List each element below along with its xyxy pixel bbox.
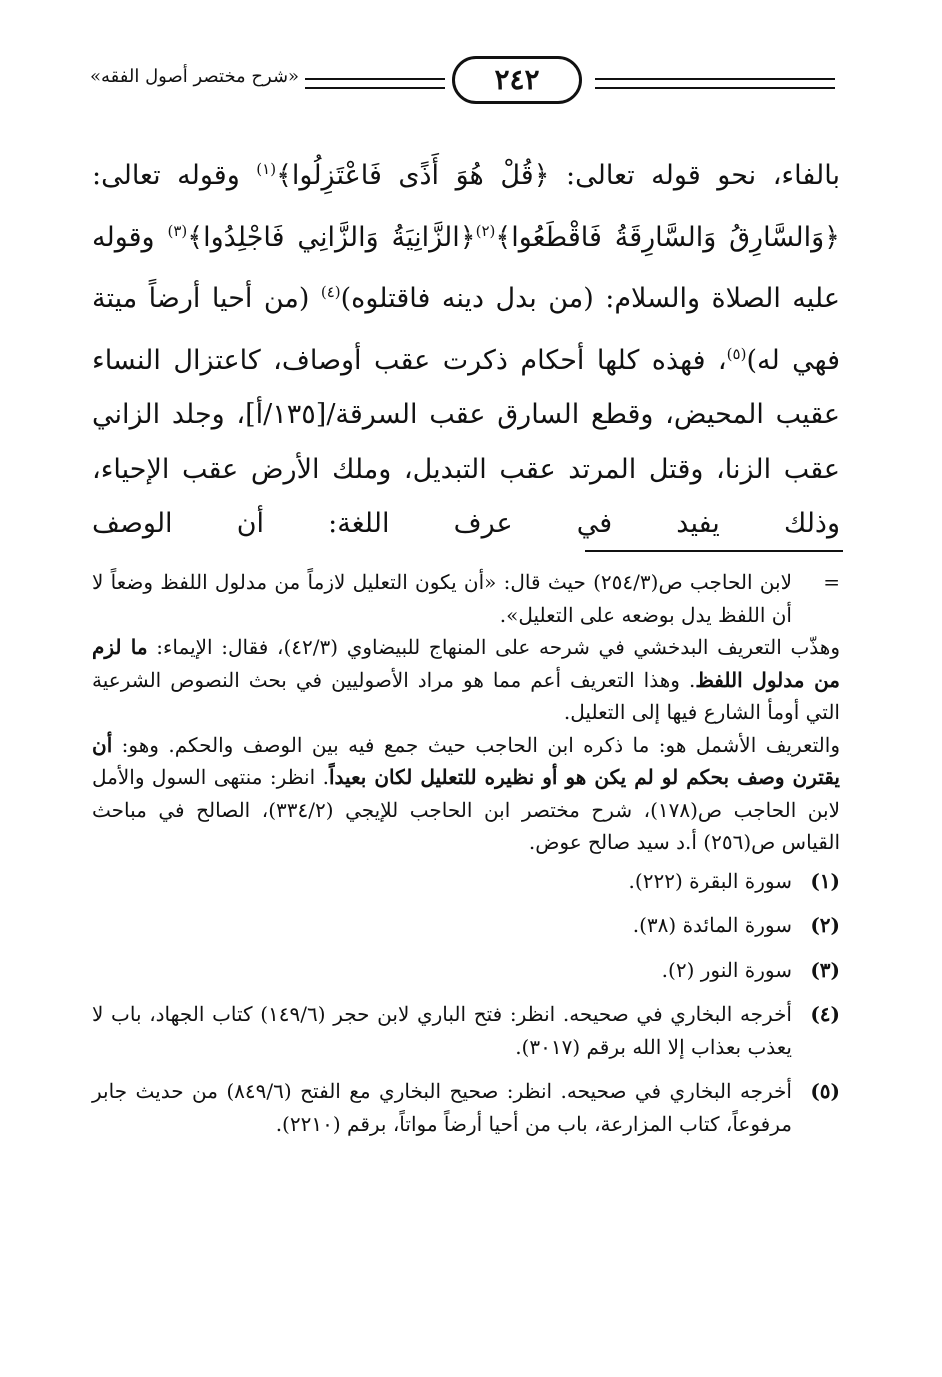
text-segment: (من أحيا أرضاً ميتة فهي له) — [92, 283, 840, 376]
footnote-item — [92, 954, 840, 987]
footnote-number: (٢) — [810, 913, 840, 937]
footnote-number: (٥) — [810, 1079, 840, 1103]
footnote-item — [92, 998, 840, 1063]
text-segment: وقوله تعالى: ﴿وَالسَّارِقُ وَالسَّارِقَةُ فَاقْطَعُوا﴾ — [92, 160, 840, 253]
definition-bold: أن يقترن وصف بحكم لو لم يكن هو أو نظيره للتعليل لكان بعيداً — [92, 732, 840, 789]
text-segment: ، فهذه كلها أحكام ذكرت عقب أوصاف، كاعتزال النساء عقيب المحيض، وقطع السارق عقب السرقة/[١٣٥/أ]، وجلد الزاني عقب الزنا، وقتل المرتد عقب التبديل، وملك الأرض عقب الإحياء، وذلك يفيد في عرف اللغة: أن الوصف — [92, 344, 840, 539]
footnote-paragraph — [92, 631, 840, 729]
footnote-text: والتعريف الأشمل هو: ما ذكره ابن الحاجب حيث جمع فيه بين الوصف والحكم. وهو: — [112, 732, 840, 757]
footnote-text: أخرجه البخاري في صحيحه. انظر: صحيح البخاري مع الفتح (٨٤٩/٦) من حديث جابر مرفوعاً، كتاب المزارعة، باب من أحيا أرضاً مواتاً، برقم (٢٢١٠). — [92, 1079, 792, 1136]
footnote-number: (٣) — [810, 957, 840, 982]
footnote-ref: (٥) — [726, 344, 747, 363]
page-number: ٢٤٢ — [452, 56, 582, 104]
footnote-text: أخرجه البخاري في صحيحه. انظر: فتح الباري لابن حجر (١٤٩/٦) كتاب الجهاد، باب لا يعذب بعذاب إلا الله برقم (٣٠١٧). — [92, 1002, 792, 1059]
footnote-item — [92, 909, 840, 942]
continuation-marker: = — [823, 570, 840, 594]
definition-bold: ما لزم من مدلول اللفظ — [92, 635, 841, 692]
text-segment: بالفاء، نحو قوله تعالى: ﴿قُلْ هُوَ أَذًى فَاعْتَزِلُوا﴾ — [276, 160, 840, 191]
footnote-number: (٤) — [810, 1002, 840, 1026]
footnote-continuation — [92, 566, 840, 631]
footnote-text: سورة المائدة (٣٨). — [632, 913, 792, 937]
page-header — [90, 52, 870, 112]
footnote-number: (١) — [810, 868, 840, 893]
footnote-ref: (١) — [256, 160, 277, 178]
footnote-text: لابن الحاجب ص(٢٥٤/٣) حيث قال: «أن يكون التعليل لازماً من مدلول اللفظ وضعاً لا أن اللفظ يدل بوضعه على التعليل». — [92, 570, 792, 627]
footnote-text: . وهذا التعريف أعم مما هو مراد الأصوليين في بحث النصوص الشرعية التي أومأ الشارع فيها إلى التعليل. — [92, 667, 840, 724]
header-rule-left — [305, 78, 445, 89]
footnote-text: . انظر: منتهى السول والأمل لابن الحاجب ص(١٧٨)، شرح مختصر ابن الحاجب للإيجي (٣٣٤/٢)، الصالح في مباحث القياس ص(٢٥٦) أ.د سيد صالح عوض. — [92, 765, 840, 854]
footnote-text: سورة النور (٢). — [661, 957, 792, 982]
text-segment: ﴿الزَّانِيَةُ وَالزَّانِي فَاجْلِدُوا﴾ — [187, 221, 476, 253]
footnote-text: وهذّب التعريف البدخشي في شرحه على المنهاج للبيضاوي (٤٢/٣)، فقال: الإيماء: — [147, 635, 841, 659]
footnote-paragraph — [92, 729, 840, 859]
running-title: «شرح مختصر أصول الفقه» — [90, 66, 300, 87]
footnote-ref: (٤) — [320, 283, 341, 301]
footnote-ref: (٣) — [167, 221, 188, 240]
footnote-item — [92, 1075, 840, 1140]
footnote-separator — [585, 550, 843, 552]
header-rule-right — [595, 78, 835, 89]
footnote-ref: (٢) — [475, 221, 496, 240]
main-text — [92, 142, 840, 552]
footnotes — [92, 566, 840, 1140]
footnote-item — [92, 865, 840, 898]
body-paragraph — [92, 142, 840, 552]
text-segment: وقوله عليه الصلاة والسلام: (من بدل دينه فاقتلوه) — [92, 221, 840, 314]
footnote-text: سورة البقرة (٢٢٢). — [628, 868, 792, 893]
